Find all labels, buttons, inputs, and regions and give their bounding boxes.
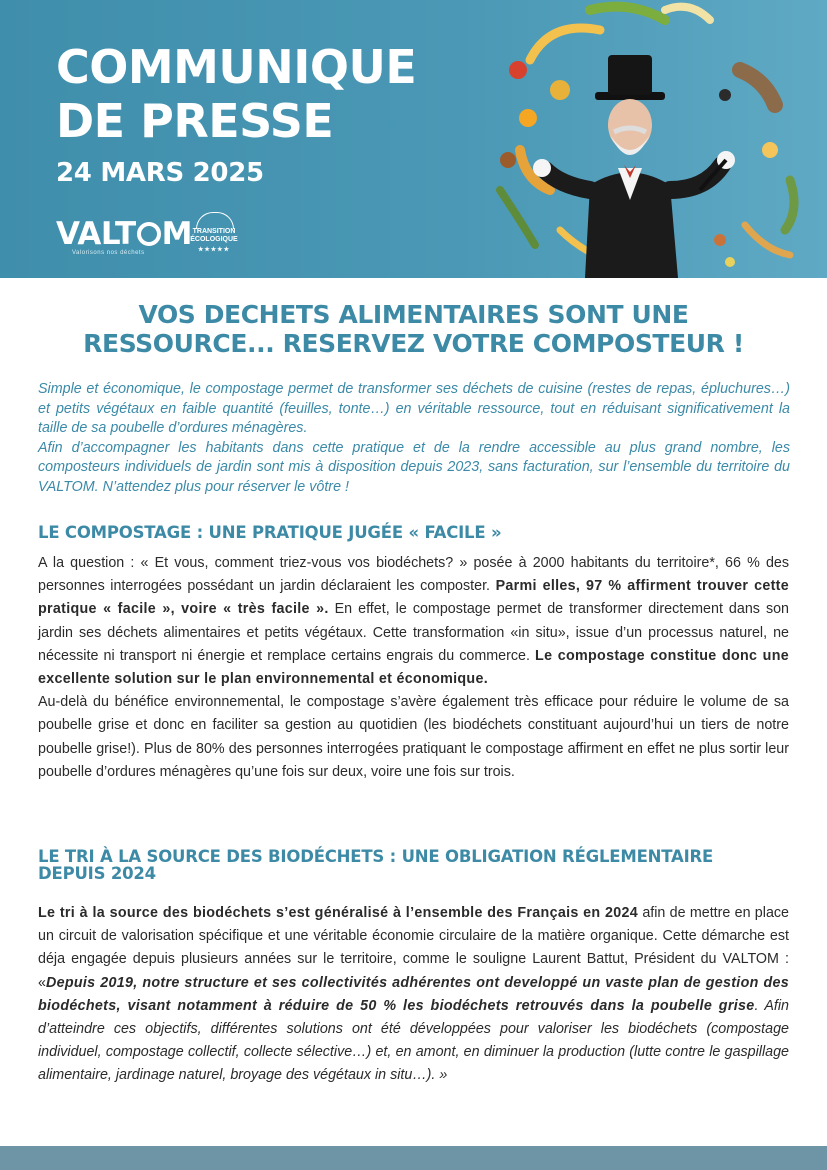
section1-body <box>38 552 789 784</box>
section2-title: LE TRI À LA SOURCE DES BIODÉCHETS : UNE OBLIGATION RÉGLEMENTAIRE DEPUIS 2024 <box>38 847 714 883</box>
transition-ecologique-logo: TRANSITION ÉCOLOGIQUE ★★★★★ <box>190 212 238 260</box>
section2-p1: Le tri à la source des biodéchets s’est généralisé à l’ensemble des Français en 2024 afin de mettre en place un circuit de valorisation spécifique et une véritable économie circulaire de la matière organique. Cette démarche est déja engagée depuis plusieurs années sur le territoire, comme le souligne Laurent Battut, Président du VALTOM : «Depuis 2019, notre structure et ses collectivités adhérentes ont developpé un vaste plan de gestion des biodéchets, visant notamment à réduire de 50 % les biodéchets retrouvés dans la poubelle grise. Afin d’atteindre ces objectifs, différentes solutions ont été développées pour valoriser les biodéchets (compostage individuel, compostage collectif, collecte sélective…) et, en amont, en diminuer la production (lutte contre le gaspillage alimentaire, jardinage naturel, broyage des végétaux in situ…). » <box>38 905 789 1084</box>
section1-title: LE COMPOSTAGE : UNE PRATIQUE JUGÉE « FACILE » <box>38 523 502 542</box>
valtom-logo: VALT M <box>56 216 193 252</box>
intro-paragraph <box>38 380 790 497</box>
section1-p2: Au-delà du bénéfice environnemental, le compostage s’avère également très efficace pour réduire le volume de sa poubelle grise et donc en faciliter sa gestion au quotidien (les biodéchets constituant aujourd’hui un tiers de notre poubelle grise!). Plus de 80% des personnes interrogées pratiquant le compostage affirment en effet ne plus sortir leur poubelle d’ordures ménagères qu’une fois sur deux, voire une fois sur trois. <box>38 694 789 780</box>
footer-bar <box>0 1146 827 1170</box>
header-banner <box>0 0 827 278</box>
section2-body <box>38 902 789 1088</box>
section1-p1: A la question : « Et vous, comment triez-vous vos biodéchets? » posée à 2000 habitants du territoire*, 66 % des personnes interrogées possédant un jardin déclaraient les composter. Parmi elles, 97 % affirment trouver cette pratique « facile », voire « très facile ». En effet, le compostage permet de transformer directement dans son jardin ses déchets alimentaires et petits végétaux. Cette transformation «in situ», issue d’un processus naturel, ne nécessite ni transport ni énergie et remplace certains engrais du commerce. Le compostage constitue donc une excellente solution sur le plan environnemental et économique. <box>38 555 789 688</box>
valtom-logo-o-icon <box>137 222 161 246</box>
valtom-tagline: Valorisons nos déchets <box>72 250 145 256</box>
press-release-date: 24 MARS 2025 <box>56 158 264 188</box>
intro-p2: Afin d’accompagner les habitants dans cette pratique et de la rendre accessible au plus grand nombre, les composteurs individuels de jardin sont mis à disposition depuis 2023, sans facturation, sur l’ensemble du territoire du VALTOM. N’attendez plus pour réserver le vôtre ! <box>38 439 790 495</box>
press-release-title: COMMUNIQUE DE PRESSE <box>56 40 417 148</box>
main-headline: VOS DECHETS ALIMENTAIRES SONT UNE RESSOURCE... RESERVEZ VOTRE COMPOSTEUR ! <box>83 300 744 358</box>
intro-p1: Simple et économique, le compostage permet de transformer ses déchets de cuisine (restes de repas, épluchures…) et petits végétaux en faible quantité (feuilles, tonte…) en véritable ressource, tout en réduisant significativement la taille de sa poubelle d’ordures ménagères. <box>38 381 790 436</box>
magician-vegetables-illustration <box>490 0 827 278</box>
logo-arc-icon <box>196 212 234 229</box>
logo-stars: ★★★★★ <box>198 247 230 253</box>
